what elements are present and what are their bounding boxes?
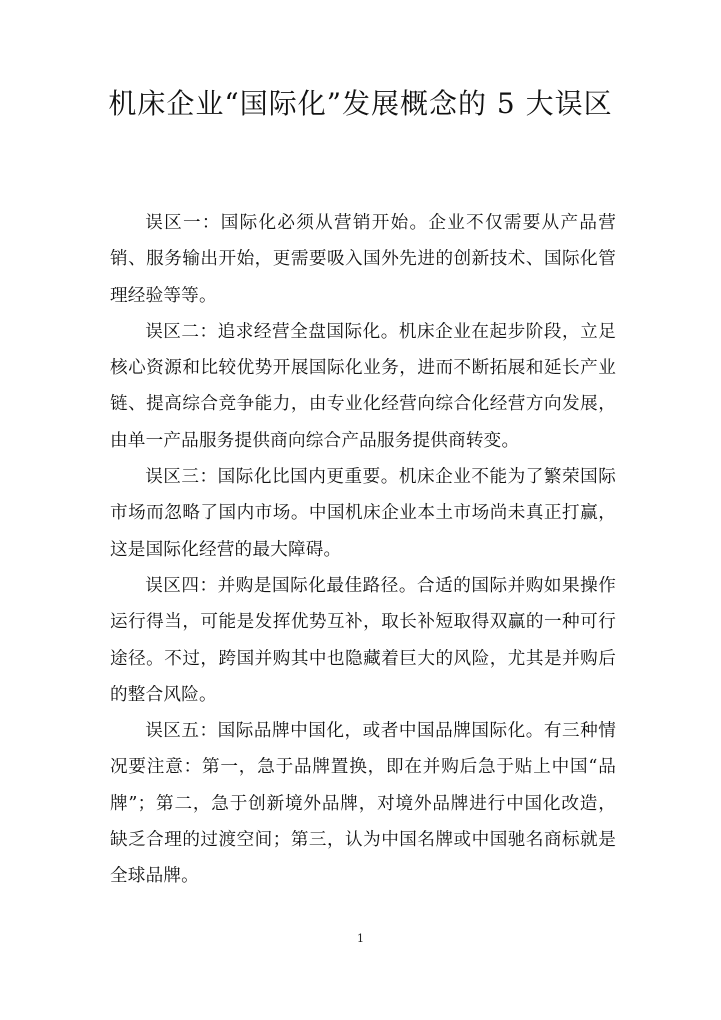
page-number: 1 <box>357 932 364 945</box>
paragraph-misconception-5: 误区五：国际品牌中国化，或者中国品牌国际化。有三种情况要注意：第一，急于品牌置换，即在并购后急于贴上中国“品牌”；第二，急于创新境外品牌，对境外品牌进行中国化改造，缺乏合理的过渡空间；第三，认为中国名牌或中国驰名商标就是全球品牌。 <box>110 721 616 887</box>
paragraph-misconception-2: 误区二：追求经营全盘国际化。机床企业在起步阶段，立足核心资源和比较优势开展国际化业务，进而不断拓展和延长产业链、提高综合竞争能力，由专业化经营向综合化经营方向发展，由单一产品服务提供商向综合产品服务提供商转变。 <box>110 321 616 451</box>
document-title: 机床企业“国际化”发展概念的 5 大误区 <box>108 87 613 120</box>
paragraph-misconception-4: 误区四：并购是国际化最佳路径。合适的国际并购如果操作运行得当，可能是发挥优势互补，取长补短取得双赢的一种可行途径。不过，跨国并购其中也隐藏着巨大的风险，尤其是并购后的整合风险。 <box>110 575 616 705</box>
paragraph-misconception-3: 误区三：国际化比国内更重要。机床企业不能为了繁荣国际市场而忽略了国内市场。中国机床企业本土市场尚未真正打赢，这是国际化经营的最大障碍。 <box>110 467 616 560</box>
paragraph-misconception-1: 误区一：国际化必须从营销开始。企业不仅需要从产品营销、服务输出开始，更需要吸入国外先进的创新技术、国际化管理经验等等。 <box>110 213 616 306</box>
document-body <box>110 205 616 895</box>
